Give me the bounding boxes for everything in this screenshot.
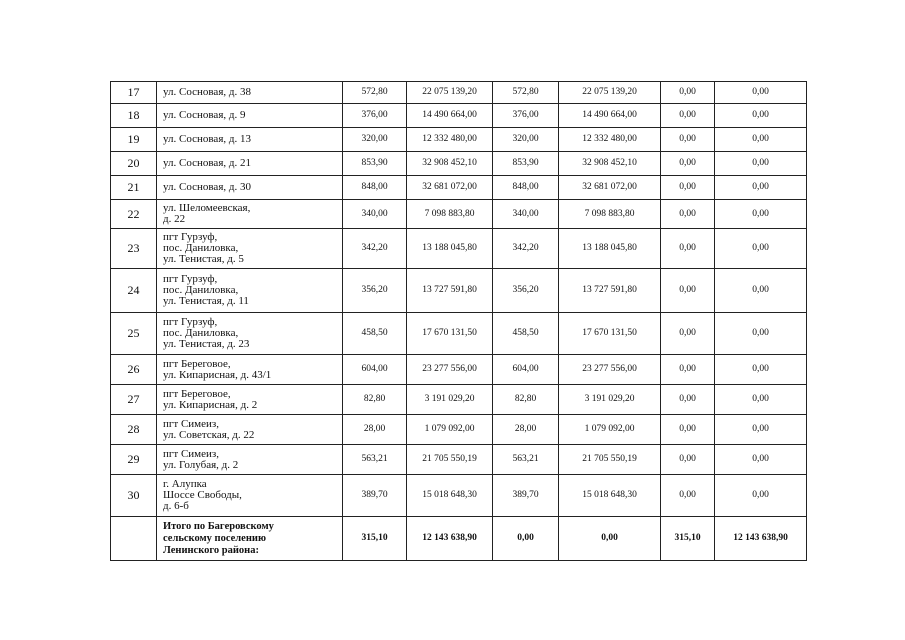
cost-stage2-cell: 0,00 [715,200,807,229]
cost-total-cell: 3 191 029,20 [407,385,493,415]
address-cell [157,475,343,517]
row-number: 20 [111,152,157,176]
area-total-cell: 315,10 [343,517,407,561]
address-cell [157,152,343,176]
area-stage2-cell: 0,00 [661,355,715,385]
area-stage1-cell: 82,80 [493,385,559,415]
cost-stage1-cell: 17 670 131,50 [559,313,661,355]
address-line: ул. Сосновая, д. 13 [163,133,251,145]
area-stage1-cell: 458,50 [493,313,559,355]
cost-total-cell: 22 075 139,20 [407,82,493,104]
area-total-cell: 28,00 [343,415,407,445]
address-line: д. 22 [163,213,186,225]
cost-stage2-cell: 0,00 [715,104,807,128]
table-row [111,128,807,152]
address-line: Итого по Багеровскому [163,520,274,532]
cost-stage1-cell: 32 908 452,10 [559,152,661,176]
area-stage2-cell: 0,00 [661,229,715,269]
cost-total-cell: 13 188 045,80 [407,229,493,269]
cost-stage2-cell: 0,00 [715,128,807,152]
address-line: пгт Симеиз, [163,447,220,460]
address-line: ул. Тенистая, д. 11 [163,295,249,307]
row-number: 22 [111,200,157,229]
area-stage2-cell: 0,00 [661,445,715,475]
row-number: 25 [111,313,157,355]
cost-stage1-cell: 7 098 883,80 [559,200,661,229]
cost-stage1-cell: 23 277 556,00 [559,355,661,385]
table-row [111,269,807,313]
area-total-cell: 376,00 [343,104,407,128]
cost-stage1-cell: 13 727 591,80 [559,269,661,313]
address-cell [157,104,343,128]
document-table [110,81,807,561]
area-total-cell: 848,00 [343,176,407,200]
address-line: ул. Тенистая, д. 23 [163,338,250,350]
area-total-cell: 563,21 [343,445,407,475]
address-line: пос. Даниловка, [163,327,239,339]
address-line: пгт Симеиз, [163,417,220,430]
area-stage2-cell: 0,00 [661,415,715,445]
address-cell [157,82,343,104]
address-cell [157,355,343,385]
total-row [111,517,807,561]
area-total-cell: 389,70 [343,475,407,517]
cost-stage1-cell: 3 191 029,20 [559,385,661,415]
address-cell [157,415,343,445]
address-line: пгт Гурзуф, [163,273,218,285]
address-line: пос. Даниловка, [163,242,239,254]
cost-stage1-cell: 21 705 550,19 [559,445,661,475]
table-row [111,200,807,229]
table-row [111,355,807,385]
cost-stage1-cell: 0,00 [559,517,661,561]
address-line: Ленинского района: [163,544,259,556]
area-stage2-cell: 0,00 [661,152,715,176]
area-stage1-cell: 340,00 [493,200,559,229]
area-total-cell: 340,00 [343,200,407,229]
row-number: 18 [111,104,157,128]
table-row [111,475,807,517]
area-stage2-cell: 0,00 [661,200,715,229]
cost-stage1-cell: 12 332 480,00 [559,128,661,152]
row-number [111,517,157,561]
cost-stage1-cell: 14 490 664,00 [559,104,661,128]
address-cell [157,200,343,229]
cost-stage1-cell: 15 018 648,30 [559,475,661,517]
cost-stage2-cell: 0,00 [715,229,807,269]
cost-total-cell: 1 079 092,00 [407,415,493,445]
cost-stage1-cell: 13 188 045,80 [559,229,661,269]
area-stage1-cell: 28,00 [493,415,559,445]
row-number: 26 [111,355,157,385]
area-stage2-cell: 0,00 [661,176,715,200]
area-stage2-cell: 0,00 [661,82,715,104]
area-stage2-cell: 0,00 [661,104,715,128]
address-cell [157,313,343,355]
address-line: сельскому поселению [163,532,266,544]
area-total-cell: 342,20 [343,229,407,269]
address-line: ул. Советская, д. 22 [163,428,255,441]
address-line: пгт Береговое, [163,387,231,400]
area-stage1-cell: 342,20 [493,229,559,269]
cost-stage2-cell: 0,00 [715,82,807,104]
address-cell [157,445,343,475]
area-total-cell: 853,90 [343,152,407,176]
area-stage1-cell: 0,00 [493,517,559,561]
area-stage1-cell: 848,00 [493,176,559,200]
row-number: 28 [111,415,157,445]
cost-stage2-cell: 12 143 638,90 [715,517,807,561]
table-row [111,176,807,200]
address-line: ул. Голубая, д. 2 [163,458,239,471]
cost-total-cell: 32 681 072,00 [407,176,493,200]
area-stage1-cell: 604,00 [493,355,559,385]
cost-stage2-cell: 0,00 [715,355,807,385]
cost-stage2-cell: 0,00 [715,475,807,517]
area-stage1-cell: 572,80 [493,82,559,104]
cost-stage2-cell: 0,00 [715,415,807,445]
area-stage2-cell: 0,00 [661,475,715,517]
row-number: 21 [111,176,157,200]
cost-total-cell: 17 670 131,50 [407,313,493,355]
address-cell [157,385,343,415]
cost-total-cell: 7 098 883,80 [407,200,493,229]
address-cell [157,517,343,561]
table-row [111,104,807,128]
address-cell [157,229,343,269]
row-number: 24 [111,269,157,313]
cost-total-cell: 13 727 591,80 [407,269,493,313]
area-stage1-cell: 389,70 [493,475,559,517]
address-line: ул. Тенистая, д. 5 [163,253,244,265]
area-total-cell: 356,20 [343,269,407,313]
area-stage1-cell: 356,20 [493,269,559,313]
cost-total-cell: 15 018 648,30 [407,475,493,517]
area-stage2-cell: 0,00 [661,269,715,313]
area-stage2-cell: 0,00 [661,128,715,152]
cost-stage2-cell: 0,00 [715,385,807,415]
cost-total-cell: 21 705 550,19 [407,445,493,475]
address-line: д. 6-б [163,500,189,512]
table-row [111,385,807,415]
table-row [111,229,807,269]
cost-stage2-cell: 0,00 [715,313,807,355]
cost-total-cell: 12 143 638,90 [407,517,493,561]
table-row [111,445,807,475]
area-stage1-cell: 563,21 [493,445,559,475]
cost-stage1-cell: 22 075 139,20 [559,82,661,104]
area-total-cell: 82,80 [343,385,407,415]
address-line: ул. Сосновая, д. 9 [163,109,246,121]
address-line: ул. Кипарисная, д. 43/1 [163,368,272,381]
area-stage2-cell: 0,00 [661,385,715,415]
address-line: г. Алупка [163,478,207,490]
address-line: пос. Даниловка, [163,284,239,296]
table-row [111,152,807,176]
cost-stage1-cell: 32 681 072,00 [559,176,661,200]
address-line: пгт Гурзуф, [163,316,218,328]
row-number: 23 [111,229,157,269]
area-stage1-cell: 320,00 [493,128,559,152]
area-stage1-cell: 376,00 [493,104,559,128]
area-total-cell: 458,50 [343,313,407,355]
address-cell [157,128,343,152]
cost-stage1-cell: 1 079 092,00 [559,415,661,445]
address-line: пгт Береговое, [163,357,231,370]
address-line: ул. Кипарисная, д. 2 [163,398,258,411]
address-cell [157,176,343,200]
cost-stage2-cell: 0,00 [715,152,807,176]
address-line: Шоссе Свободы, [163,489,242,501]
area-total-cell: 320,00 [343,128,407,152]
cost-stage2-cell: 0,00 [715,269,807,313]
area-stage2-cell: 315,10 [661,517,715,561]
area-total-cell: 572,80 [343,82,407,104]
row-number: 29 [111,445,157,475]
address-line: пгт Гурзуф, [163,231,218,243]
address-line: ул. Сосновая, д. 38 [163,86,251,98]
area-stage2-cell: 0,00 [661,313,715,355]
cost-total-cell: 23 277 556,00 [407,355,493,385]
cost-total-cell: 12 332 480,00 [407,128,493,152]
address-cell [157,269,343,313]
cost-stage2-cell: 0,00 [715,445,807,475]
table-row [111,313,807,355]
row-number: 19 [111,128,157,152]
row-number: 17 [111,82,157,104]
cost-total-cell: 32 908 452,10 [407,152,493,176]
cost-total-cell: 14 490 664,00 [407,104,493,128]
table-row [111,415,807,445]
cost-stage2-cell: 0,00 [715,176,807,200]
area-total-cell: 604,00 [343,355,407,385]
row-number: 27 [111,385,157,415]
table-body [111,82,807,561]
address-line: ул. Сосновая, д. 30 [163,181,251,193]
table-row [111,82,807,104]
address-line: ул. Шеломеевская, [163,202,251,214]
row-number: 30 [111,475,157,517]
area-stage1-cell: 853,90 [493,152,559,176]
address-line: ул. Сосновая, д. 21 [163,157,251,169]
